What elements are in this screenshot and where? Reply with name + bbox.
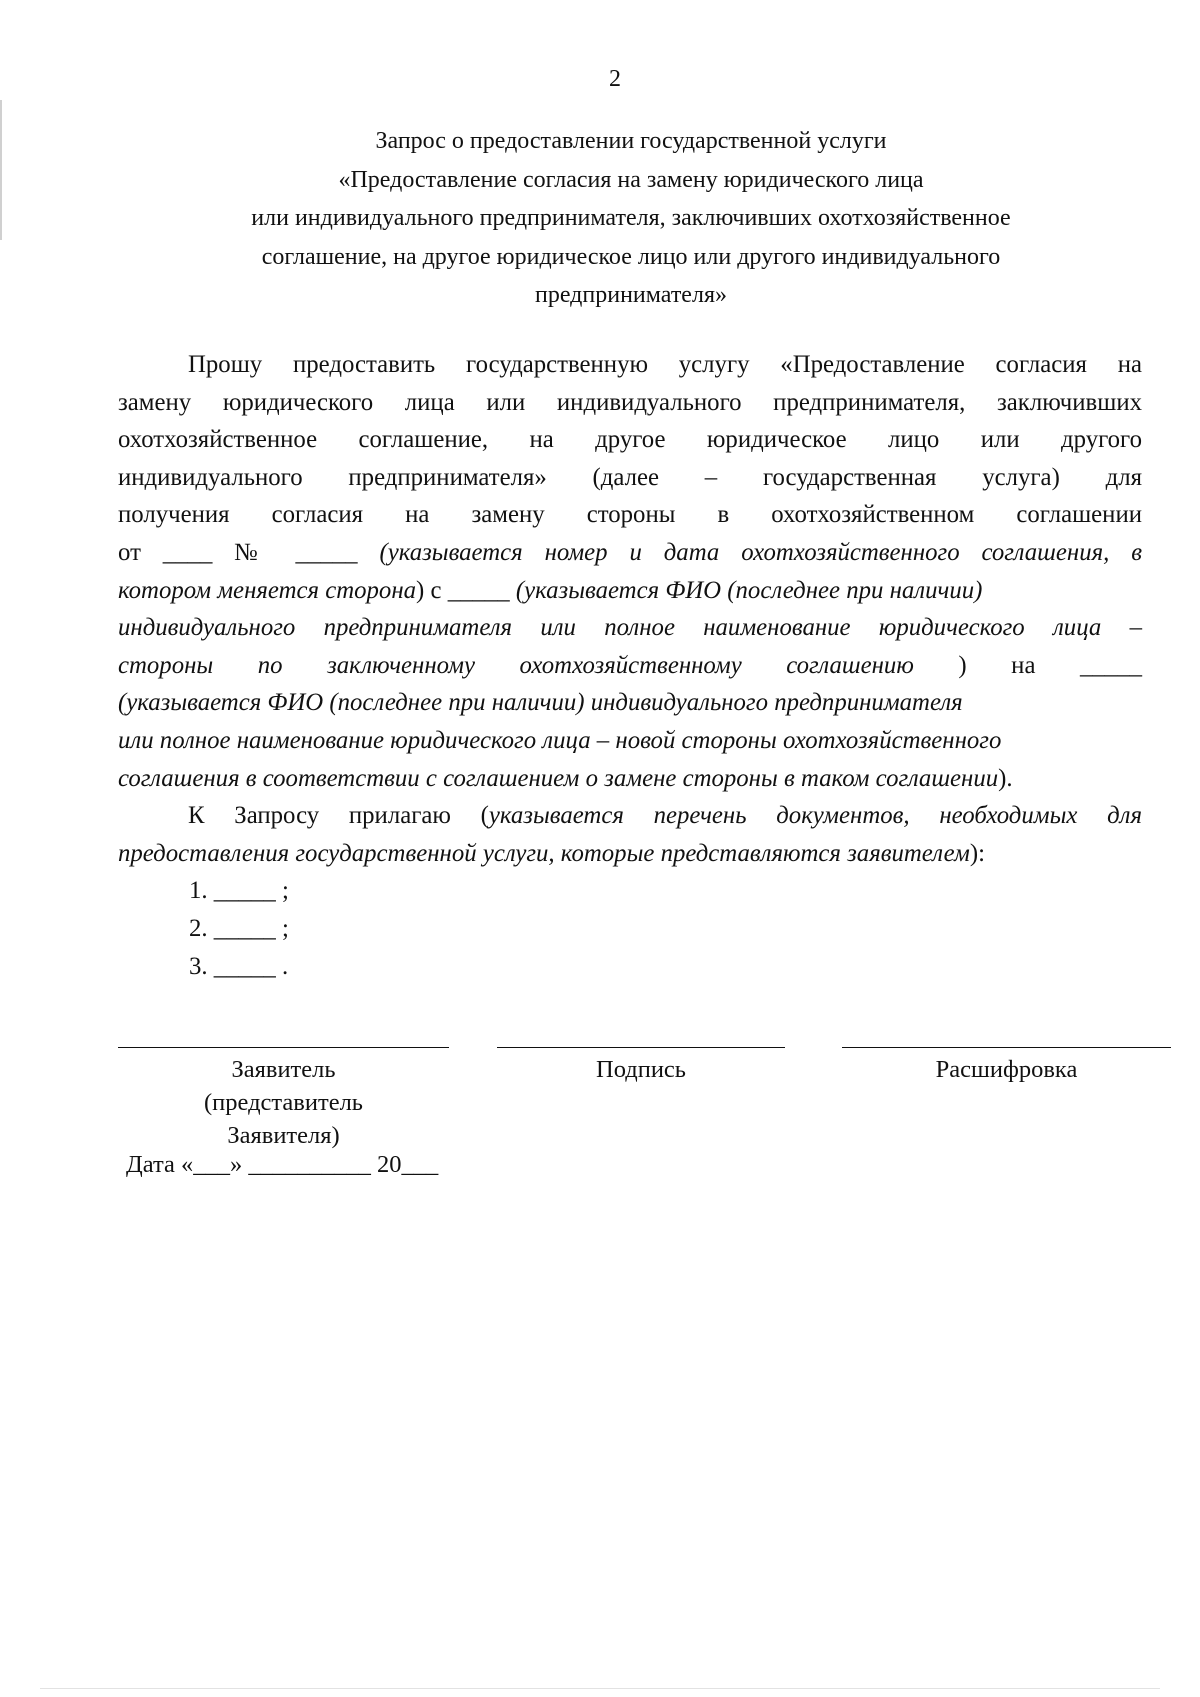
title-line: соглашение, на другое юридическое лицо или другого индивидуального (261, 243, 1001, 270)
applicant-rep-text: (представитель (204, 1089, 363, 1116)
attachment-item: 1. _____ ; (189, 877, 289, 905)
attachments-lead: К Запросу прилагаю ( (188, 802, 489, 830)
request-line: индивидуального предпринимателя» (далее – государственная услуга) для (118, 463, 1142, 491)
document-title (160, 122, 1102, 315)
signature-line (497, 1047, 785, 1048)
request-line: замену юридического лица или индивидуального предпринимателя, заключивших (118, 388, 1142, 416)
decoding-label: Расшифровка (935, 1056, 1078, 1083)
italic-instruction: предоставления государственной услуги, которые представляются заявителем (118, 839, 970, 867)
request-line (118, 647, 1142, 685)
request-line: охотхозяйственное соглашение, на другое юридическое лицо или другого (118, 426, 1142, 454)
applicant-label (118, 1053, 449, 1152)
date-field: Дата «___» __________ 20___ (126, 1151, 439, 1178)
attachments-line (118, 835, 1142, 873)
page-number: 2 (609, 66, 621, 92)
closing-punctuation: ): (969, 839, 985, 867)
request-line: индивидуального предпринимателя или полное наименование юридического лица – (118, 614, 1142, 642)
italic-instruction: (указывается номер и дата охотхозяйственного соглашения, в (379, 538, 1142, 566)
applicant-rep-text: Заявителя) (227, 1122, 340, 1149)
request-line: Прошу предоставить государственную услугу «Предоставление согласия на (188, 351, 1142, 378)
request-line: получения согласия на замену стороны в охотхозяйственном соглашении (118, 501, 1142, 529)
applicant-signature-line (118, 1047, 449, 1048)
attachment-item: 2. _____ ; (189, 914, 289, 942)
request-line: или полное наименование юридического лица – новой стороны охотхозяйственного (118, 726, 1002, 754)
old-party-blank: ) с _____ (416, 576, 516, 604)
new-party-blank: ) на _____ (958, 651, 1142, 679)
request-body (118, 346, 1142, 985)
closing-punctuation: ). (998, 764, 1013, 792)
signature-label: Подпись (596, 1056, 686, 1083)
request-line (118, 760, 1142, 798)
italic-instruction: (указывается ФИО (последнее при наличии) (515, 576, 983, 604)
agreement-number-blank: от ____ № _____ (118, 538, 380, 566)
attachments-line (118, 797, 1142, 835)
request-line (118, 572, 1142, 610)
title-line: предпринимателя» (535, 282, 727, 308)
request-line: (указывается ФИО (последнее при наличии) индивидуального предпринимателя (118, 689, 963, 717)
scan-edge-mark (0, 100, 2, 240)
applicant-label-text: Заявитель (231, 1056, 336, 1083)
attachment-item: 3. _____ . (189, 952, 289, 980)
scan-edge-mark-bottom (40, 1688, 1160, 1689)
title-line: или индивидуального предпринимателя, заключивших охотхозяйственное (251, 205, 1011, 231)
request-line (118, 534, 1142, 572)
title-line: «Предоставление согласия на замену юридического лица (338, 166, 924, 193)
italic-instruction: котором меняется сторона (118, 576, 417, 604)
italic-instruction: указывается перечень документов, необходимых для (488, 802, 1143, 830)
title-line: Запрос о предоставлении государственной услуги (375, 128, 887, 154)
italic-instruction: соглашения в соответствии с соглашением о замене стороны в таком соглашении (118, 764, 999, 792)
italic-instruction: стороны по заключенному охотхозяйственному соглашению (118, 651, 914, 679)
decoding-signature-line (842, 1047, 1171, 1048)
